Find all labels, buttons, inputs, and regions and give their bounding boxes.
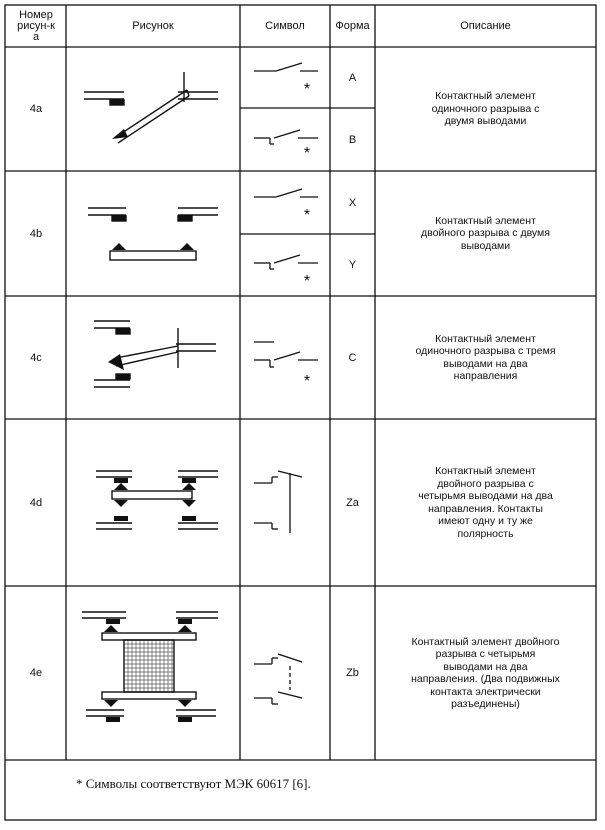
form-label: C (348, 351, 357, 364)
symbol-form-zb (240, 586, 330, 760)
row-description: Контактный элемент одиночного разрыва с двумя выводами (431, 90, 540, 128)
row-number: 4e (29, 667, 43, 679)
footnote: * Символы соответствуют МЭК 60617 [6]. (76, 776, 311, 791)
row-description: Контактный элемент двойного разрыва с двумя выводами (421, 214, 550, 252)
symbol-form-a (240, 47, 330, 108)
iec-footnote-star: * (303, 145, 311, 162)
row-description: Контактный элемент двойного разрыва с четырьмя выводами на два направления. Контакты имеют одну и ту же полярность (418, 465, 553, 540)
form-label: Y (348, 259, 357, 271)
row-number: 4d (29, 496, 43, 509)
form-label: Zb (346, 667, 359, 679)
iec-footnote-star: * (303, 273, 311, 290)
row-description: Контактный элемент двойного разрыва с четырьмя выводами на два направления. (Два подвижных контакта электрически разъединены) (411, 635, 560, 710)
contact-figure-4c (66, 296, 240, 419)
row-number: 4a (29, 103, 43, 115)
contact-figure-4b (66, 171, 240, 296)
symbol-form-y (240, 234, 330, 296)
contact-figure-4e (66, 586, 240, 760)
contact-figure-4d (66, 419, 240, 586)
header-description: Описание (460, 20, 511, 32)
form-label: B (348, 133, 357, 146)
header-figure: Рисунок (132, 20, 174, 32)
symbol-form-c (240, 296, 330, 419)
form-label: X (348, 196, 357, 209)
iec-footnote-star: * (303, 373, 311, 390)
symbol-form-za (240, 419, 330, 586)
header-number: Номер рисун-ка (17, 9, 55, 43)
row-number: 4b (29, 227, 43, 240)
contact-figure-4a (66, 47, 240, 171)
header-form: Форма (335, 20, 370, 32)
iec-footnote-star: * (303, 207, 311, 224)
form-label: Za (346, 496, 359, 509)
iec-footnote-star: * (303, 81, 311, 98)
symbol-form-x (240, 171, 330, 234)
form-label: A (348, 71, 357, 84)
row-number: 4c (30, 351, 42, 364)
symbol-form-b (240, 108, 330, 171)
header-symbol: Символ (265, 20, 305, 32)
row-description: Контактный элемент одиночного разрыва с тремя выводами на два направления (415, 332, 556, 382)
